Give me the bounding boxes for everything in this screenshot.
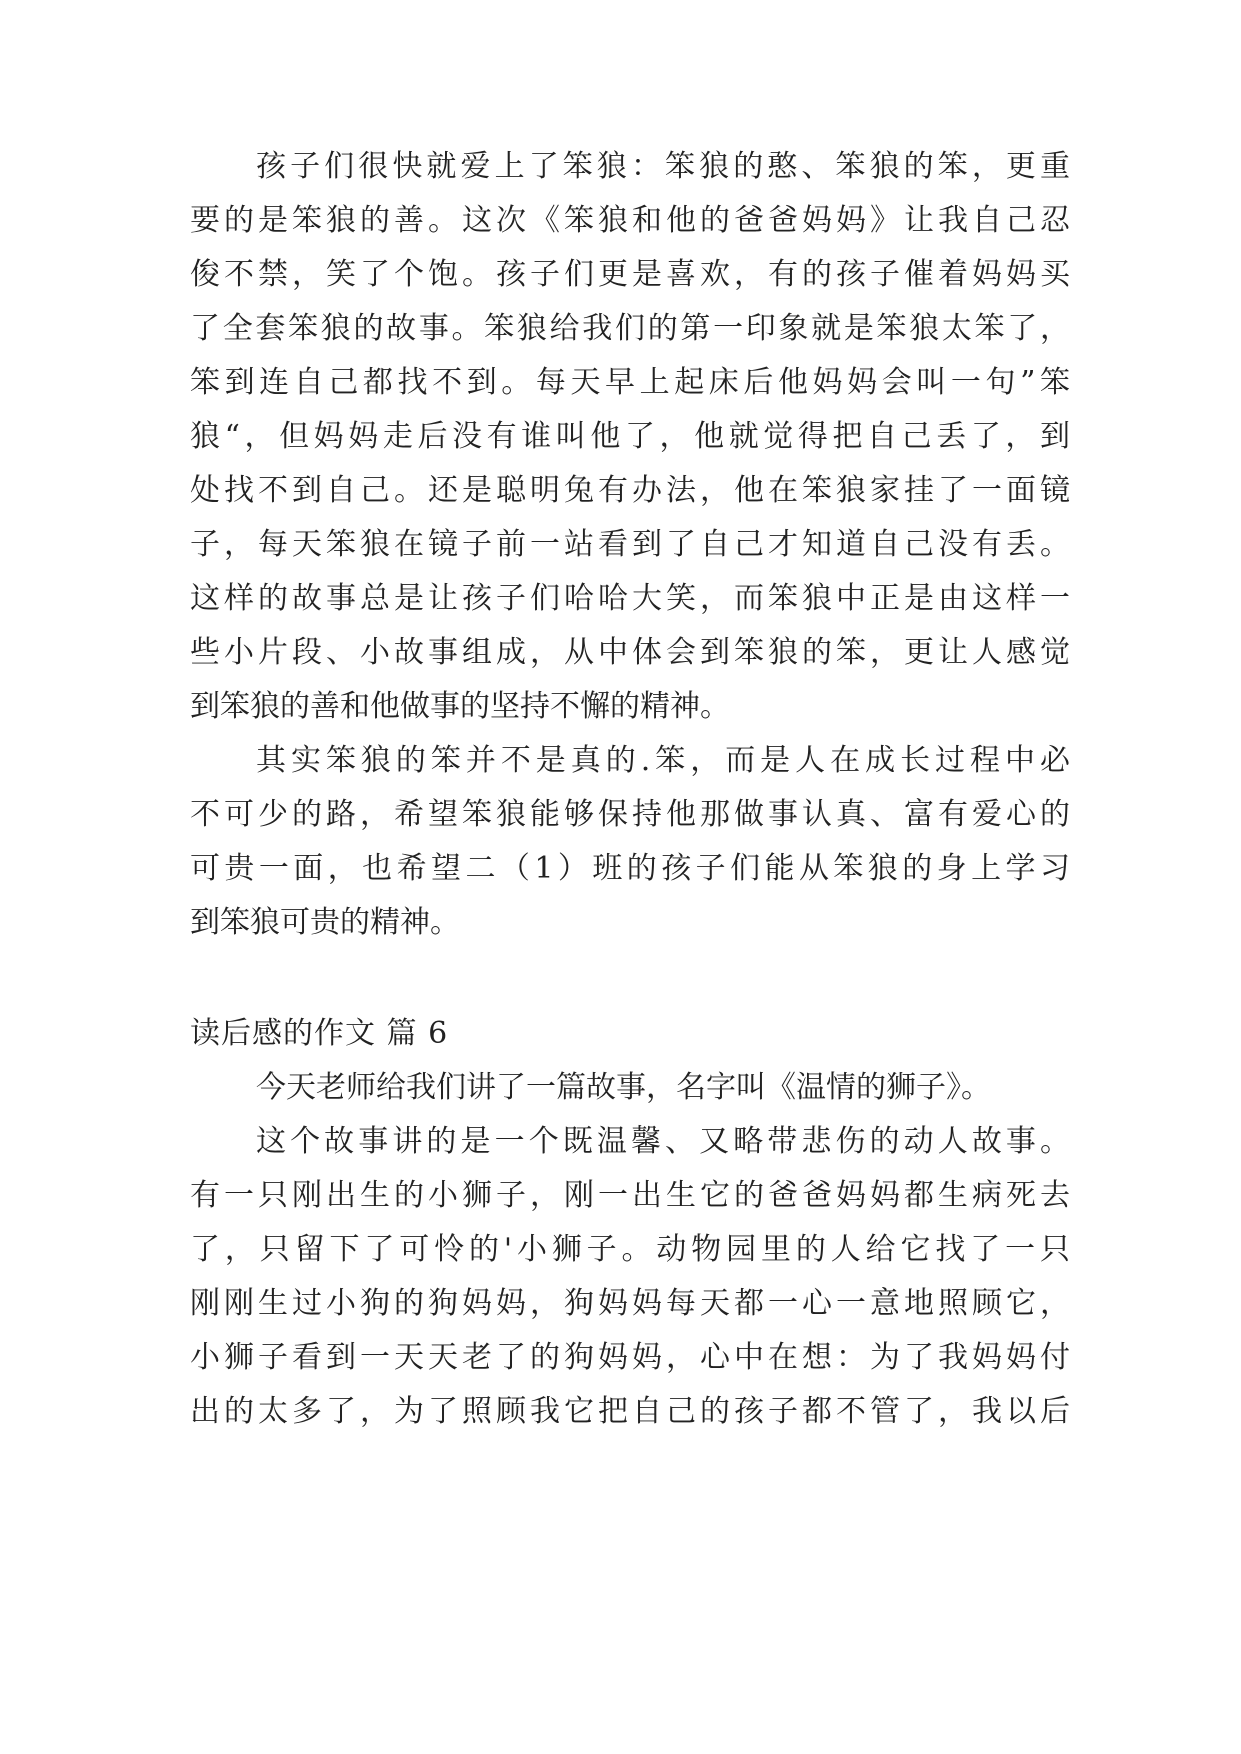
paragraph-1-line-6: 狼“，但妈妈走后没有谁叫他了，他就觉得把自己丢了，到: [190, 419, 1070, 454]
paragraph-2-line-2: 不可少的路，希望笨狼能够保持他那做事认真、富有爱心的: [190, 797, 1070, 832]
paragraph-4-line-4: 刚刚生过小狗的狗妈妈，狗妈妈每天都一心一意地照顾它，: [190, 1286, 1070, 1321]
paragraph-1-line-10: 些小片段、小故事组成，从中体会到笨狼的笨，更让人感觉: [190, 635, 1070, 670]
paragraph-3-line-1: 今天老师给我们讲了一篇故事，名字叫《温情的狮子》。: [256, 1070, 991, 1105]
paragraph-4-line-3: 了，只留下了可怜的'小狮子。动物园里的人给它找了一只: [190, 1232, 1070, 1267]
paragraph-1-line-11: 到笨狼的善和他做事的坚持不懈的精神。: [190, 689, 730, 724]
paragraph-4-line-2: 有一只刚出生的小狮子，刚一出生它的爸爸妈妈都生病死去: [190, 1178, 1070, 1213]
paragraph-1-line-5: 笨到连自己都找不到。每天早上起床后他妈妈会叫一句”笨: [190, 365, 1070, 400]
paragraph-2-line-4: 到笨狼可贵的精神。: [190, 905, 460, 940]
paragraph-1-line-7: 处找不到自己。还是聪明兔有办法，他在笨狼家挂了一面镜: [190, 473, 1070, 508]
paragraph-1-line-3: 俊不禁，笑了个饱。孩子们更是喜欢，有的孩子催着妈妈买: [190, 257, 1070, 292]
paragraph-4-line-5: 小狮子看到一天天老了的狗妈妈，心中在想：为了我妈妈付: [190, 1340, 1070, 1375]
paragraph-1-line-4: 了全套笨狼的故事。笨狼给我们的第一印象就是笨狼太笨了，: [190, 311, 1070, 346]
paragraph-2-line-1: 其实笨狼的笨并不是真的.笨，而是人在成长过程中必: [256, 743, 1070, 778]
paragraph-1-line-8: 子，每天笨狼在镜子前一站看到了自己才知道自己没有丢。: [190, 527, 1070, 562]
paragraph-1-line-1: 孩子们很快就爱上了笨狼：笨狼的憨、笨狼的笨，更重: [256, 149, 1070, 184]
paragraph-4-line-1: 这个故事讲的是一个既温馨、又略带悲伤的动人故事。: [256, 1124, 1070, 1159]
section-heading: 读后感的作文 篇 6: [190, 1016, 449, 1051]
paragraph-1-line-2: 要的是笨狼的善。这次《笨狼和他的爸爸妈妈》让我自己忍: [190, 203, 1070, 238]
paragraph-4-line-6: 出的太多了，为了照顾我它把自己的孩子都不管了，我以后: [190, 1394, 1070, 1429]
paragraph-1-line-9: 这样的故事总是让孩子们哈哈大笑，而笨狼中正是由这样一: [190, 581, 1070, 616]
paragraph-2-line-3: 可贵一面，也希望二（1）班的孩子们能从笨狼的身上学习: [190, 851, 1070, 886]
